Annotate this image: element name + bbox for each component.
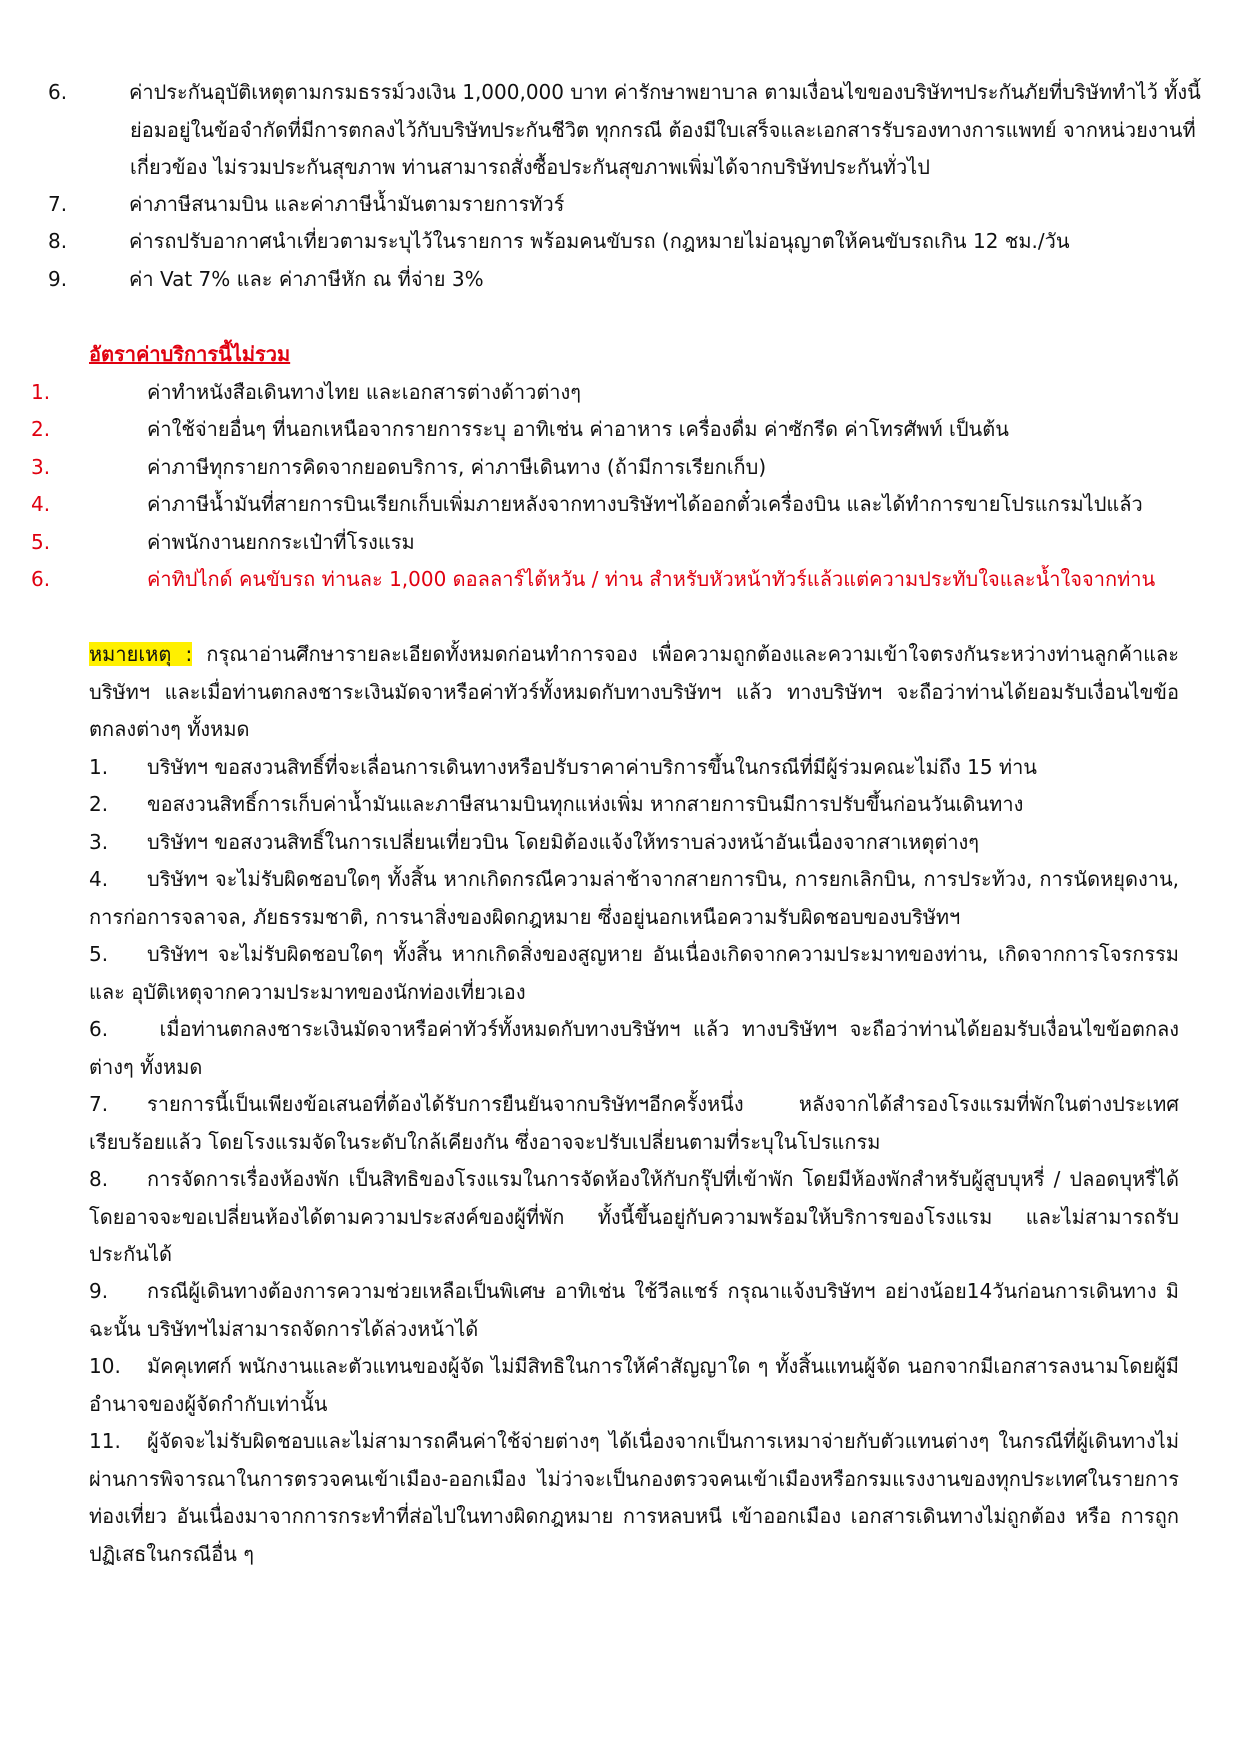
item-number: 10.: [89, 1354, 121, 1378]
note-item-6: [89, 1011, 1179, 1086]
item-number: 6.: [31, 567, 51, 591]
item-text: ค่ารถปรับอากาศนำเที่ยวตามระบุไว้ในรายการ พร้อมคนขับรถ (กฎหมายไม่อนุญาตให้คนขับรถเกิน 12 ชม./วัน: [129, 229, 1070, 253]
item-text: ค่าประกันอุบัติเหตุตามกรมธรรม์วงเงิน 1,000,000 บาท ค่ารักษาพยาบาล ตามเงื่อนไขของบริษัทฯประกันภัยที่บริษัททำไว้ ทั้งนี้ย่อมอยู่ในข้อจำกัดที่มีการตกลงไว้กับบริษัทประกันชีวิต ทุกกรณี ต้องมีใบเสร็จและเอกสารรับรองทางการแพทย์ จากหน่วยงานที่เกี่ยวข้อง ไม่รวมประกันสุขภาพ ท่านสามารถสั่งซื้อประกันสุขภาพเพิ่มได้จากบริษัทประกันทั่วไป: [129, 80, 1201, 179]
item-text: บริษัทฯ ขอสงวนสิทธิ์ที่จะเลื่อนการเดินทางหรือปรับราคาค่าบริการขึ้นในกรณีที่มีผู้ร่วมคณะไม่ถึง 15 ท่าน: [147, 755, 1037, 779]
item-number: 9.: [89, 1279, 109, 1303]
item-number: 3.: [89, 830, 109, 854]
item-text: เมื่อท่านตกลงชาระเงินมัดจาหรือค่าทัวร์ทั้งหมดกับทางบริษัทฯ แล้ว ทางบริษัทฯ จะถือว่าท่านได้ยอมรับเงื่อนไขข้อตกลงต่างๆ ทั้งหมด: [89, 1017, 1179, 1079]
note-label: หมายเหตุ :: [89, 642, 193, 666]
item-number: 6.: [48, 80, 68, 104]
item-number: 6.: [89, 1017, 109, 1041]
item-number: 2.: [31, 417, 51, 441]
item-number: 11.: [89, 1429, 121, 1453]
item-number: 4.: [31, 492, 51, 516]
included-item-7: [48, 186, 1220, 224]
note-item-4: [89, 861, 1179, 936]
item-text: ค่าภาษีน้ำมันที่สายการบินเรียกเก็บเพิ่มภายหลังจากทางบริษัทฯได้ออกตั๋วเครื่องบิน และได้ทำการขายโปรแกรมไปแล้ว: [147, 492, 1143, 516]
note-item-10: [89, 1348, 1179, 1423]
note-item-3: [89, 824, 1179, 862]
item-number: 2.: [89, 792, 109, 816]
excluded-item-3: [31, 449, 1237, 487]
item-text: บริษัทฯ ขอสงวนสิทธิ์ในการเปลี่ยนเที่ยวบิน โดยมิต้องแจ้งให้ทราบล่วงหน้าอันเนื่องจากสาเหตุต่างๆ: [147, 830, 980, 854]
excluded-item-1: [31, 374, 1237, 412]
included-item-9: [48, 261, 1220, 299]
item-number: 1.: [89, 755, 109, 779]
item-number: 5.: [89, 942, 109, 966]
included-item-8: [48, 223, 1220, 261]
note-item-2: [89, 786, 1179, 824]
note-item-7: [89, 1086, 1179, 1161]
item-number: 8.: [89, 1167, 109, 1191]
note-item-8: [89, 1161, 1179, 1274]
excluded-item-4: [31, 486, 1237, 524]
item-number: 7.: [48, 192, 68, 216]
item-number: 4.: [89, 867, 109, 891]
note-item-1: [89, 749, 1179, 787]
note-item-9: [89, 1273, 1179, 1348]
item-text: ค่าภาษีสนามบิน และค่าภาษีน้ำมันตามรายการทัวร์: [129, 192, 565, 216]
item-text: มัคคุเทศก์ พนักงานและตัวแทนของผู้จัด ไม่มีสิทธิในการให้คำสัญญาใด ๆ ทั้งสิ้นแทนผู้จัด นอกจากมีเอกสารลงนามโดยผู้มีอำนาจของผู้จัดกำกับเท่านั้น: [89, 1354, 1179, 1416]
excluded-heading: อัตราค่าบริการนี้ไม่รวม: [89, 342, 291, 366]
note-item-11: [89, 1423, 1179, 1573]
note-item-5: [89, 936, 1179, 1011]
note-intro: [89, 636, 1179, 749]
item-text: บริษัทฯ จะไม่รับผิดชอบใดๆ ทั้งสิ้น หากเกิดสิ่งของสูญหาย อันเนื่องเกิดจากความประมาทของท่าน, เกิดจากการโจรกรรม และ อุบัติเหตุจากความประมาทของนักท่องเที่ยวเอง: [89, 942, 1179, 1004]
excluded-item-5: [31, 524, 1237, 562]
item-number: 8.: [48, 229, 68, 253]
excluded-item-2: [31, 411, 1237, 449]
item-number: 5.: [31, 530, 51, 554]
included-item-6: [48, 74, 1220, 187]
item-number: 7.: [89, 1092, 109, 1116]
note-intro-text: กรุณาอ่านศึกษารายละเอียดทั้งหมดก่อนทำการจอง เพื่อความถูกต้องและความเข้าใจตรงกันระหว่างท่านลูกค้าและบริษัทฯ และเมื่อท่านตกลงชาระเงินมัดจาหรือค่าทัวร์ทั้งหมดกับทางบริษัทฯ แล้ว ทางบริษัทฯ จะถือว่าท่านได้ยอมรับเงื่อนไขข้อตกลงต่างๆ ทั้งหมด: [89, 642, 1179, 741]
item-number: 9.: [48, 267, 68, 291]
item-text: ค่าทำหนังสือเดินทางไทย และเอกสารต่างด้าวต่างๆ: [147, 380, 582, 404]
excluded-item-6: [31, 561, 1237, 599]
item-text: ค่าทิปไกด์ คนขับรถ ท่านละ 1,000 ดอลลาร์ไต้หวัน / ท่าน สำหรับหัวหน้าทัวร์แล้วแต่ความประทับใจและน้ำใจจากท่าน: [147, 567, 1156, 591]
item-number: 3.: [31, 455, 51, 479]
item-text: ค่า Vat 7% และ ค่าภาษีหัก ณ ที่จ่าย 3%: [129, 267, 484, 291]
item-text: บริษัทฯ จะไม่รับผิดชอบใดๆ ทั้งสิ้น หากเกิดกรณีความล่าช้าจากสายการบิน, การยกเลิกบิน, การประท้วง, การนัดหยุดงาน, การก่อการจลาจล, ภัยธรรมชาติ, การนาสิ่งของผิดกฎหมาย ซึ่งอยู่นอกเหนือความรับผิดชอบของบริษัทฯ: [89, 867, 1179, 929]
item-text: การจัดการเรื่องห้องพัก เป็นสิทธิของโรงแรมในการจัดห้องให้กับกรุ๊ปที่เข้าพัก โดยมีห้องพักสำหรับผู้สูบบุหรี่ / ปลอดบุหรี่ได้ โดยอาจจะขอเปลี่ยนห้องได้ตามความประสงค์ของผู้ที่พัก ทั้งนี้ขึ้นอยู่กับความพร้อมให้บริการของโรงแรม และไม่สามารถรับประกันได้: [89, 1167, 1179, 1266]
item-text: ค่าพนักงานยกกระเป๋าที่โรงแรม: [147, 530, 415, 554]
item-text: รายการนี้เป็นเพียงข้อเสนอที่ต้องได้รับการยืนยันจากบริษัทฯอีกครั้งหนึ่ง หลังจากได้สำรองโรงแรมที่พักในต่างประเทศเรียบร้อยแล้ว โดยโรงแรมจัดในระดับใกล้เคียงกัน ซึ่งอาจจะปรับเปลี่ยนตามที่ระบุในโปรแกรม: [89, 1092, 1179, 1154]
item-text: ขอสงวนสิทธิ์การเก็บค่าน้ำมันและภาษีสนามบินทุกแห่งเพิ่ม หากสายการบินมีการปรับขึ้นก่อนวันเดินทาง: [147, 792, 1024, 816]
item-text: ค่าภาษีทุกรายการคิดจากยอดบริการ, ค่าภาษีเดินทาง (ถ้ามีการเรียกเก็บ): [147, 455, 767, 479]
item-number: 1.: [31, 380, 51, 404]
item-text: กรณีผู้เดินทางต้องการความช่วยเหลือเป็นพิเศษ อาทิเช่น ใช้วีลแชร์ กรุณาแจ้งบริษัทฯ อย่างน้อย14วันก่อนการเดินทาง มิฉะนั้น บริษัทฯไม่สามารถจัดการได้ล่วงหน้าได้: [89, 1279, 1179, 1341]
item-text: ค่าใช้จ่ายอื่นๆ ที่นอกเหนือจากรายการระบุ อาทิเช่น ค่าอาหาร เครื่องดื่ม ค่าซักรีด ค่าโทรศัพท์ เป็นต้น: [147, 417, 1009, 441]
item-text: ผู้จัดจะไม่รับผิดชอบและไม่สามารถคืนค่าใช้จ่ายต่างๆ ได้เนื่องจากเป็นการเหมาจ่ายกับตัวแทนต่างๆ ในกรณีที่ผู้เดินทางไม่ผ่านการพิจารณาในการตรวจคนเข้าเมือง-ออกเมือง ไม่ว่าจะเป็นกองตรวจคนเข้าเมืองหรือกรมแรงงานของทุกประเทศในรายการท่องเที่ยว อันเนื่องมาจากการกระทำที่ส่อไปในทางผิดกฎหมาย การหลบหนี เข้าออกเมือง เอกสารเดินทางไม่ถูกต้อง หรือ การถูกปฏิเสธในกรณีอื่น ๆ: [89, 1429, 1179, 1566]
